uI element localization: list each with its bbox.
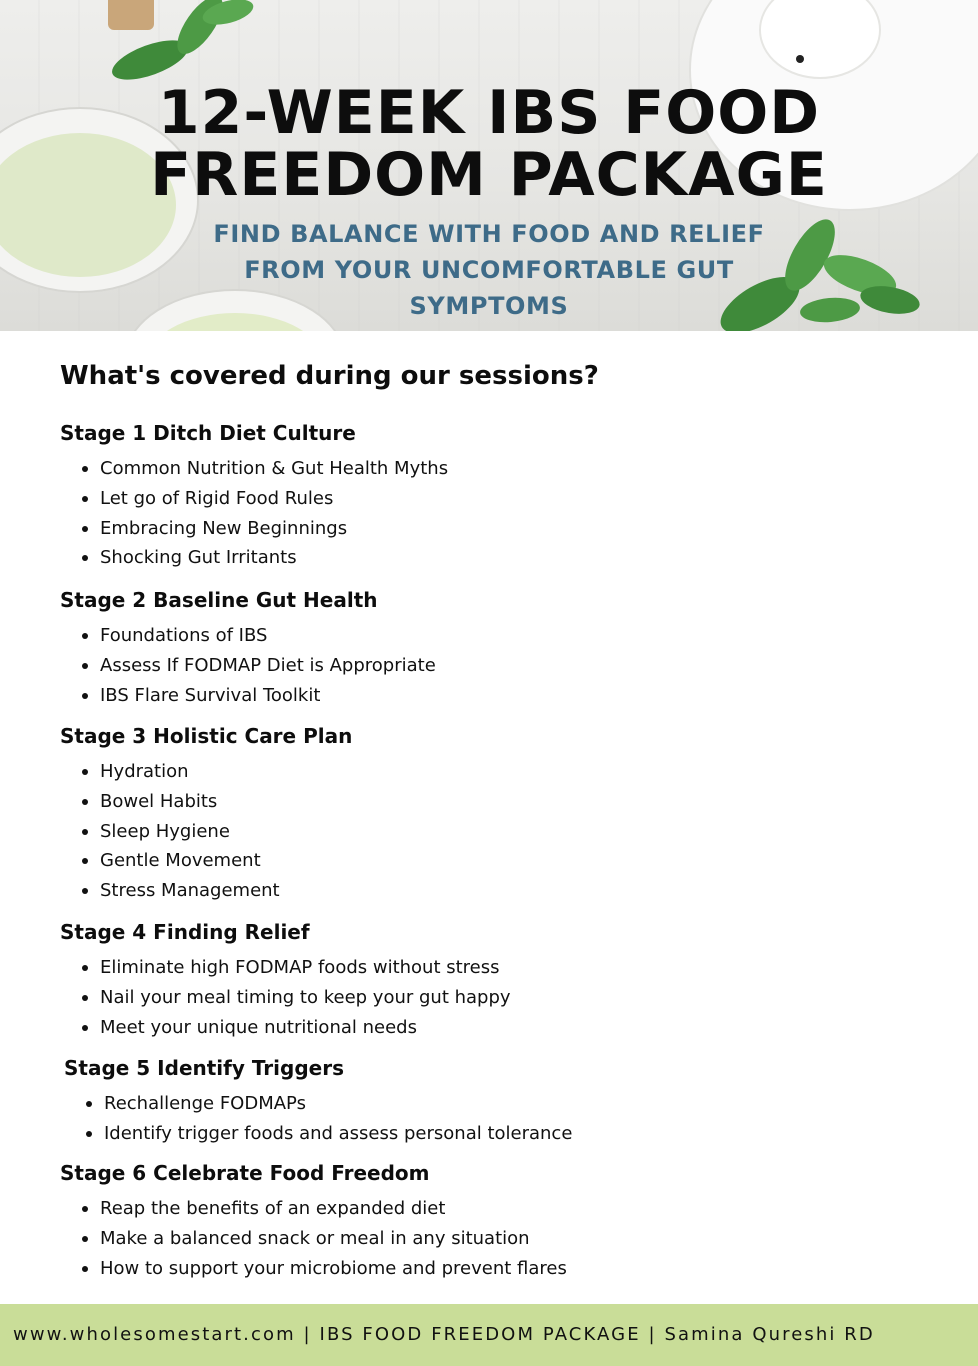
list-item: Make a balanced snack or meal in any situation [60,1224,567,1254]
stage-1 [60,420,448,573]
stage-title: Stage 4 Finding Relief [60,920,310,944]
bullet-icon [82,888,88,894]
stage-items [64,1089,572,1149]
bullet-icon [82,799,88,805]
list-item: Assess If FODMAP Diet is Appropriate [60,651,436,681]
list-item: Stress Management [60,876,352,906]
footer-bar [0,1304,978,1366]
bullet-icon [82,663,88,669]
stage-items [60,454,448,573]
list-item: Shocking Gut Irritants [60,543,448,573]
subtitle-line-3: SYMPTOMS [409,292,569,320]
stage-3 [60,723,352,906]
sugar-cube [108,0,154,30]
page-title [0,78,978,210]
list-item: Meet your unique nutritional needs [60,1013,511,1043]
bullet-icon [82,1025,88,1031]
stage-5 [64,1055,572,1149]
list-item: Bowel Habits [60,787,352,817]
page-subtitle [0,216,978,324]
list-item: Rechallenge FODMAPs [64,1089,572,1119]
list-item: Sleep Hygiene [60,817,352,847]
list-item: Embracing New Beginnings [60,514,448,544]
stage-6 [60,1160,567,1283]
teapot-knob [796,55,804,63]
bullet-icon [82,633,88,639]
list-item: IBS Flare Survival Toolkit [60,681,436,711]
bullet-icon [82,526,88,532]
bullet-icon [82,858,88,864]
bullet-icon [82,693,88,699]
list-item: Let go of Rigid Food Rules [60,484,448,514]
bullet-icon [82,466,88,472]
bullet-icon [82,965,88,971]
list-item: Reap the benefits of an expanded diet [60,1194,567,1224]
list-item: Common Nutrition & Gut Health Myths [60,454,448,484]
list-item: Nail your meal timing to keep your gut happy [60,983,511,1013]
bullet-icon [82,769,88,775]
list-item: Hydration [60,757,352,787]
stage-items [60,621,436,710]
subtitle-line-2: FROM YOUR UNCOMFORTABLE GUT [244,256,734,284]
bullet-icon [82,555,88,561]
list-item: Identify trigger foods and assess personal tolerance [64,1119,572,1149]
list-item: Foundations of IBS [60,621,436,651]
footer-text: www.wholesomestart.com | IBS FOOD FREEDOM PACKAGE | Samina Qureshi RD [13,1324,875,1345]
bullet-icon [82,496,88,502]
list-item: Gentle Movement [60,846,352,876]
stage-title: Stage 1 Ditch Diet Culture [60,421,356,445]
stage-title: Stage 6 Celebrate Food Freedom [60,1161,430,1185]
title-line-2: FREEDOM PACKAGE [150,140,828,210]
list-item: How to support your microbiome and prevent flares [60,1254,567,1284]
subtitle-line-1: FIND BALANCE WITH FOOD AND RELIEF [213,220,765,248]
hero-banner [0,0,978,331]
bullet-icon [82,829,88,835]
bullet-icon [86,1101,92,1107]
bullet-icon [82,995,88,1001]
bullet-icon [86,1131,92,1137]
stage-title: Stage 3 Holistic Care Plan [60,724,353,748]
stage-title: Stage 2 Baseline Gut Health [60,588,378,612]
stage-items [60,757,352,906]
stage-title: Stage 5 Identify Triggers [64,1056,344,1080]
title-line-1: 12-WEEK IBS FOOD [157,78,821,148]
stage-items [60,1194,567,1283]
list-item: Eliminate high FODMAP foods without stress [60,953,511,983]
stage-items [60,953,511,1042]
bullet-icon [82,1206,88,1212]
stage-2 [60,587,436,710]
stage-4 [60,919,511,1042]
bullet-icon [82,1266,88,1272]
section-heading: What's covered during our sessions? [60,361,599,391]
bullet-icon [82,1236,88,1242]
